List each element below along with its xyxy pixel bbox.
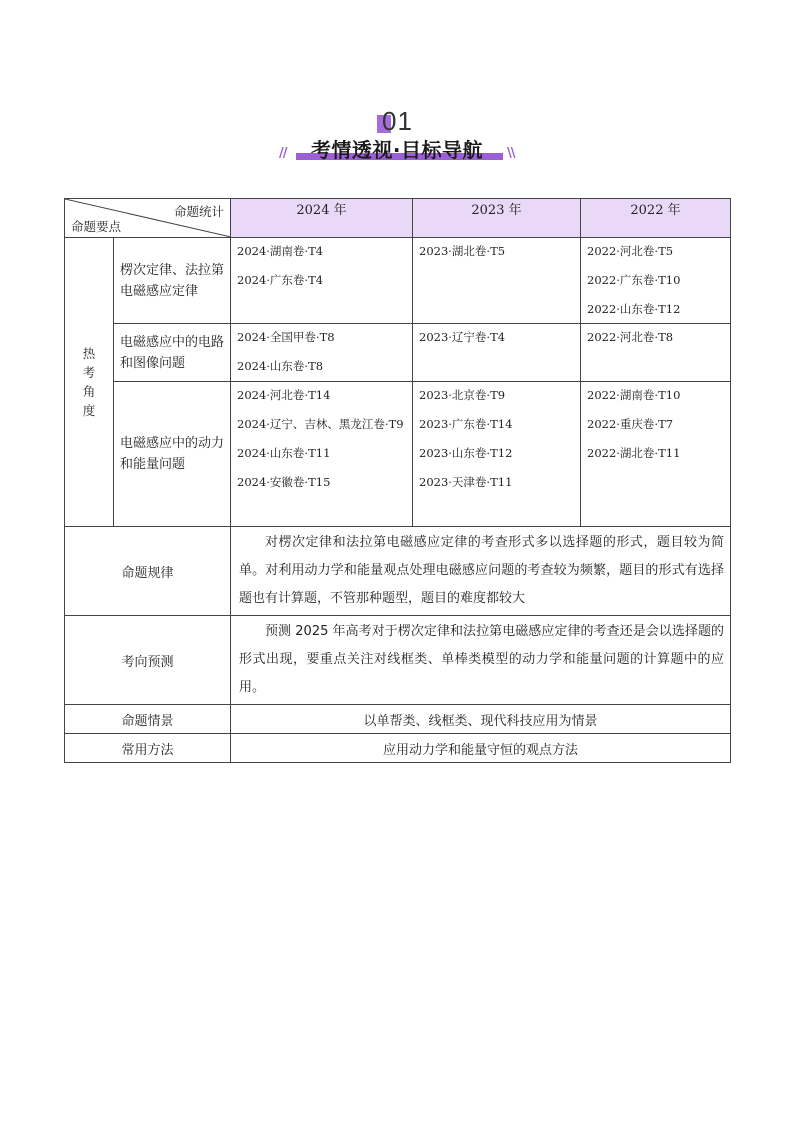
exam-entry: 2023·北京卷·T9 [419,388,506,402]
entries-2024 [231,382,413,527]
table-row [65,238,731,324]
title-deco-right: \\ [507,146,515,161]
exam-entry: 2024·安徽卷·T15 [237,475,331,489]
section-header [0,96,794,176]
exam-entry: 2024·广东卷·T4 [237,273,324,287]
year-header-2024: 2024 年 [231,199,413,238]
scenario-label: 命题情景 [65,705,231,734]
entries-2022 [581,382,731,527]
exam-entry: 2022·广东卷·T10 [587,273,681,287]
table-row [65,527,731,616]
entries-2023 [413,382,581,527]
year-header-2023: 2023 年 [413,199,581,238]
section-number: 01 [382,106,413,136]
table-row [65,705,731,734]
exam-entry: 2024·辽宁、吉林、黑龙江卷·T9 [237,417,404,431]
exam-entry: 2024·山东卷·T8 [237,359,324,373]
title-deco-left: // [279,146,287,161]
exam-entry: 2022·河北卷·T8 [587,330,674,344]
pattern-label: 命题规律 [65,527,231,616]
topic-cell: 电磁感应中的动力和能量问题 [114,382,231,527]
exam-entry: 2022·山东卷·T12 [587,302,681,316]
exam-entry: 2024·湖南卷·T4 [237,244,324,258]
exam-entry: 2023·广东卷·T14 [419,417,513,431]
pattern-text: 对楞次定律和法拉第电磁感应定律的考查形式多以选择题的形式，题目较为简单。对利用动力学和能量观点处理电磁感应问题的考查较为频繁，题目的形式有选择题也有计算题，不管那种题型，题目的难度都较大 [231,527,731,616]
exam-entry: 2024·山东卷·T11 [237,446,331,460]
exam-entry: 2024·全国甲卷·T8 [237,330,335,344]
entries-2024 [231,324,413,382]
entries-2023 [413,324,581,382]
entries-2024 [231,238,413,324]
method-text: 应用动力学和能量守恒的观点方法 [231,734,731,763]
exam-entry: 2024·河北卷·T14 [237,388,331,402]
section-title: 考情透视·目标导航 [310,138,484,162]
exam-entry: 2022·湖南卷·T10 [587,388,681,402]
table-row [65,734,731,763]
corner-label-stats: 命题统计 [173,204,224,219]
table-header-row [65,199,731,238]
entries-2022 [581,324,731,382]
exam-entry: 2023·湖北卷·T5 [419,244,506,258]
exam-entry: 2023·天津卷·T11 [419,475,513,489]
corner-label-points: 命题要点 [71,219,122,234]
exam-entry: 2022·河北卷·T5 [587,244,674,258]
exam-entry: 2022·湖北卷·T11 [587,446,681,460]
exam-entry: 2023·山东卷·T12 [419,446,513,460]
corner-header-cell [65,199,231,238]
topic-cell: 楞次定律、法拉第电磁感应定律 [114,238,231,324]
table-row [65,382,731,527]
table-row [65,616,731,705]
table-row [65,324,731,382]
exam-analysis-table [64,198,731,763]
exam-entry: 2022·重庆卷·T7 [587,417,674,431]
hot-angle-group-label: 热 考 角 度 [65,238,114,527]
entries-2022 [581,238,731,324]
method-label: 常用方法 [65,734,231,763]
forecast-label: 考向预测 [65,616,231,705]
topic-cell: 电磁感应中的电路和图像问题 [114,324,231,382]
year-header-2022: 2022 年 [581,199,731,238]
forecast-text: 预测 2025 年高考对于楞次定律和法拉第电磁感应定律的考查还是会以选择题的形式出现，要重点关注对线框类、单棒类模型的动力学和能量问题的计算题中的应用。 [231,616,731,705]
exam-entry: 2023·辽宁卷·T4 [419,330,506,344]
scenario-text: 以单帮类、线框类、现代科技应用为情景 [231,705,731,734]
entries-2023 [413,238,581,324]
